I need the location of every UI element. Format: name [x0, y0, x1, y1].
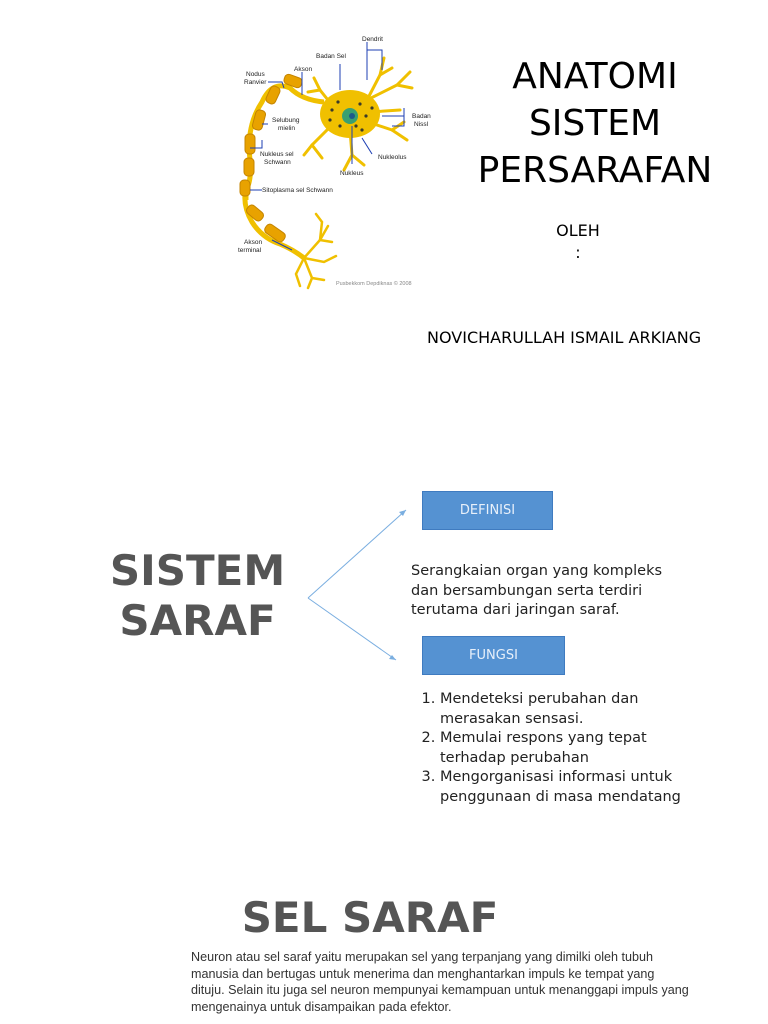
label-mielin: mielin: [278, 125, 295, 132]
fungsi-item-3: 3. Mengorganisasi informasi untuk penggunaan di masa mendatang: [440, 768, 711, 807]
label-akson-terminal: Akson: [244, 239, 263, 246]
label-sitoplasma: Sitoplasma sel Schwann: [262, 187, 333, 194]
label-schwann: Schwann: [264, 159, 291, 166]
arrow-to-fungsi: [308, 598, 396, 660]
nucleolus: [349, 113, 355, 119]
label-nukleus-schwann: Nukleus sel: [260, 151, 294, 158]
slide1-title-line-1: ANATOMI: [512, 56, 678, 97]
label-selubung: Selubung: [272, 117, 300, 124]
label-nukleolus: Nukleolus: [378, 154, 407, 161]
label-akson: Akson: [294, 66, 313, 73]
diagram-credit: Pusbekkom Depdiknas © 2008: [336, 281, 412, 287]
label-nukleus: Nukleus: [340, 170, 364, 177]
fungsi-list-wrap: [411, 690, 711, 807]
slide3-text: Neuron atau sel saraf yaitu merupakan sel yang terpanjang yang dimilki oleh tubuh manusia dan bertugas untuk menerima dan menghantarkan impuls ke tempat yang dituju. Selain itu juga sel neuron mempunyai kemampuan untuk menanggapi impuls yang mengenainya untuk disampaikan pada efektor.: [191, 950, 689, 1014]
label-dendrit: Dendrit: [362, 36, 383, 43]
slide2-title-line-2: SARAF: [119, 596, 276, 645]
fungsi-box: FUNGSI: [422, 636, 565, 675]
definisi-text: Serangkaian organ yang kompleks dan bersambungan serta terdiri terutama dari jaringan saraf.: [411, 563, 663, 618]
label-nodus: Nodus: [246, 71, 265, 78]
slide2-title-line-1: SISTEM: [109, 546, 286, 595]
by-colon: :: [575, 243, 581, 262]
label-terminal: terminal: [238, 247, 262, 254]
label-ranvier: Ranvier: [244, 79, 267, 86]
branch-arrows: [300, 500, 420, 670]
by-label: OLEH: [556, 221, 600, 240]
label-nissl: Nissl: [414, 121, 429, 128]
slide3-title: SEL SARAF: [241, 893, 499, 942]
label-badan-sel: Badan Sel: [316, 53, 346, 60]
fungsi-item-2: 2. Memulai respons yang tepat terhadap perubahan: [440, 729, 711, 768]
slide2-title: [100, 546, 295, 646]
author-name: NOVICHARULLAH ISMAIL ARKIANG: [427, 328, 702, 347]
arrow-to-definisi: [308, 510, 406, 598]
axon-terminal-branches: [296, 214, 336, 288]
by-label-block: [548, 220, 608, 264]
label-badan-nissl: Badan: [412, 113, 431, 120]
slide1-title-line-3: PERSARAFAN: [477, 150, 713, 191]
fungsi-list: [411, 690, 711, 807]
neuron-diagram: [232, 30, 444, 292]
slide1-title-line-2: SISTEM: [528, 103, 662, 144]
fungsi-item-1: 1. Mendeteksi perubahan dan merasakan sensasi.: [440, 690, 711, 729]
definisi-box: DEFINISI: [422, 491, 553, 530]
